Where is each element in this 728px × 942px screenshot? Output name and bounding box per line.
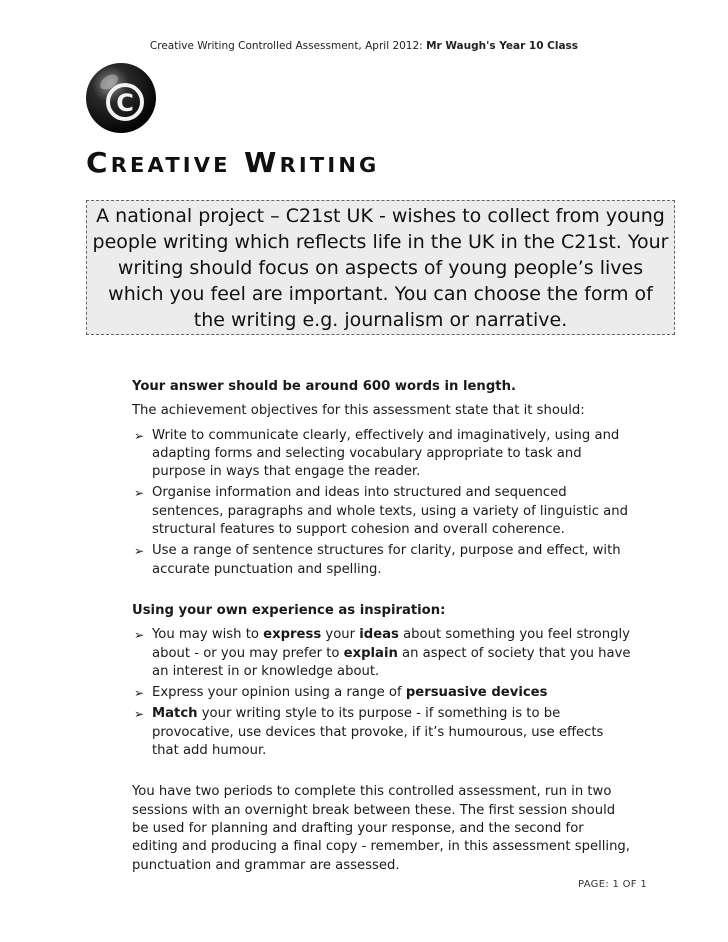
- main-content: [132, 378, 632, 881]
- arrow-bullet-icon: ➢: [134, 686, 145, 701]
- inspiration-list: [132, 626, 632, 760]
- header-text: Creative Writing Controlled Assessment, April 2012:: [149, 40, 423, 52]
- intro-box: [86, 200, 675, 335]
- list-item: ➢ Express your opinion using a range of persuasive devices: [132, 684, 632, 702]
- list-item: ➢ Write to communicate clearly, effectively and imaginatively, using and adapting forms and selecting vocabulary appropriate to task and purpose in ways that engage the reader.: [134, 427, 620, 480]
- list-item: ➢ Organise information and ideas into structured and sequenced sentences, paragraphs and whole texts, using a variety of linguistic and structural features to support cohesion and overall coherence.: [134, 485, 628, 538]
- copyright-ball-icon: [85, 62, 157, 134]
- header-class-name: Mr Waugh's Year 10 Class: [426, 40, 579, 52]
- list-item: ➢ Match your writing style to its purpose - if something is to be provocative, use devices that provoke, if it’s humourous, use effects that add humour.: [134, 706, 604, 759]
- objectives-list: [132, 427, 632, 579]
- list-item: ➢ Use a range of sentence structures for clarity, purpose and effect, with accurate punctuation and spelling.: [134, 543, 621, 577]
- logo-letter: C: [116, 89, 134, 117]
- document-header: [0, 40, 728, 52]
- arrow-bullet-icon: ➢: [134, 486, 145, 501]
- arrow-bullet-icon: ➢: [134, 707, 145, 722]
- inspiration-heading: Using your own experience as inspiration:: [132, 602, 446, 618]
- list-item: ➢ You may wish to express your ideas about something you feel strongly about - or you may prefer to explain an aspect of society that you have an interest in or knowledge about.: [134, 627, 631, 679]
- page-number: PAGE: 1 OF 1: [578, 879, 647, 890]
- arrow-bullet-icon: ➢: [134, 628, 145, 643]
- arrow-bullet-icon: ➢: [134, 428, 145, 443]
- length-note: Your answer should be around 600 words in length.: [132, 379, 516, 394]
- closing-paragraph: You have two periods to complete this controlled assessment, run in two sessions with an overnight break between these. The first session should be used for planning and drafting your response, and the second for editing and producing a final copy - remember, in this assessment spelling, punctuation and grammar are assessed.: [132, 784, 630, 873]
- arrow-bullet-icon: ➢: [134, 544, 145, 559]
- page-title: Creative Writing: [86, 146, 380, 179]
- objectives-intro: The achievement objectives for this assessment state that it should:: [132, 403, 585, 419]
- intro-text: A national project – C21st UK - wishes to collect from young people writing which reflects life in the UK in the C21st. Your writing should focus on aspects of young people’s lives which you feel are important. You can choose the form of the writing e.g. journalism or narrative.: [92, 204, 669, 331]
